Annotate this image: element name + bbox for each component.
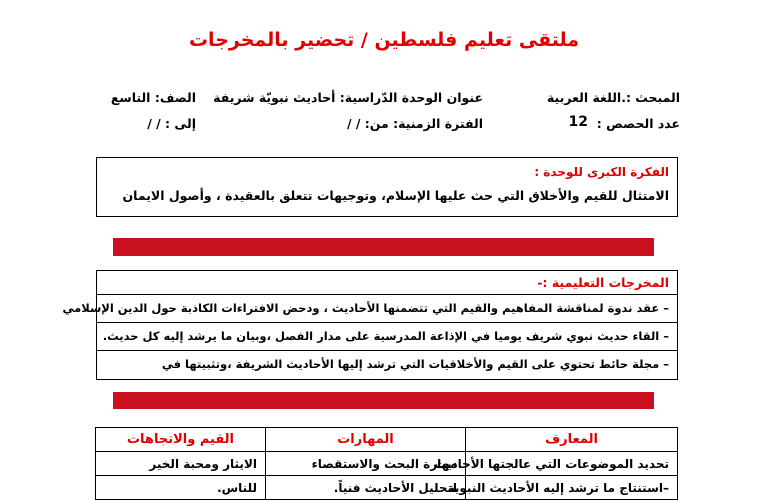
table-cell: للناس. <box>96 476 266 500</box>
red-divider-bar <box>113 392 654 409</box>
subject-label: المبحث :.اللغة العربية <box>546 90 680 105</box>
period-from-label: الفترة الزمنية: من: / / <box>346 116 483 131</box>
table-cell: –استنتاج ما ترشد إليه الأحاديث النبوية <box>466 476 678 500</box>
header-skills: المهارات <box>266 428 466 452</box>
table-row <box>96 476 678 500</box>
table-cell: تحديد الموضوعات التي عالجتها الأحاديث <box>466 452 678 476</box>
big-idea-label: الفكرة الكبرى للوحدة : <box>534 165 669 179</box>
outcome-item: – عقد ندوة لمناقشة المفاهيم والقيم التي تتضمنها الأحاديث ، ودحض الافتراءات الكاذبة حول الدين الإسلامي <box>97 295 677 323</box>
outcomes-header: المخرجات التعليمية :- <box>97 271 677 295</box>
table-row <box>96 452 678 476</box>
table-cell: لتحليل الأحاديث فنياً. <box>266 476 466 500</box>
page-title: ملتقى تعليم فلسطين / تحضير بالمخرجات <box>188 29 580 51</box>
big-idea-text: الامتثال للقيم والأخلاق التي حث عليها الإسلام، وتوجيهات تتعلق بالعقيدة ، وأصول الايمان <box>122 188 669 203</box>
learning-outcomes-box <box>62 270 678 380</box>
header-knowledge: المعارف <box>466 428 678 452</box>
period-to-label: إلى : / / <box>147 116 196 131</box>
table-header-row <box>96 428 678 452</box>
header-values: القيم والاتجاهات <box>96 428 266 452</box>
grade-label: الصف: التاسع <box>110 90 196 105</box>
table-cell: الايثار ومحبة الخير <box>96 452 266 476</box>
sessions-label: عدد الحصص : <box>596 116 680 131</box>
unit-title-label: عنوان الوحدة الدّراسية: أحاديث نبويّة شريفة <box>213 90 483 105</box>
table-cell: مهارة البحث والاستقصاء <box>266 452 466 476</box>
knowledge-skills-values-table <box>95 427 678 500</box>
outcome-item: – القاء حديث نبوي شريف يوميا في الإذاعة المدرسية على مدار الفصل ،وبيان ما يرشد إليه كل حديث. <box>97 323 677 351</box>
big-idea-box <box>96 157 678 217</box>
sessions-value: 12 <box>568 114 588 130</box>
red-divider-bar <box>113 238 654 256</box>
outcome-item: – مجلة حائط تحتوي على القيم والأخلاقيات التي ترشد إليها الأحاديث الشريفة ،وتثبيتها في <box>161 357 669 371</box>
